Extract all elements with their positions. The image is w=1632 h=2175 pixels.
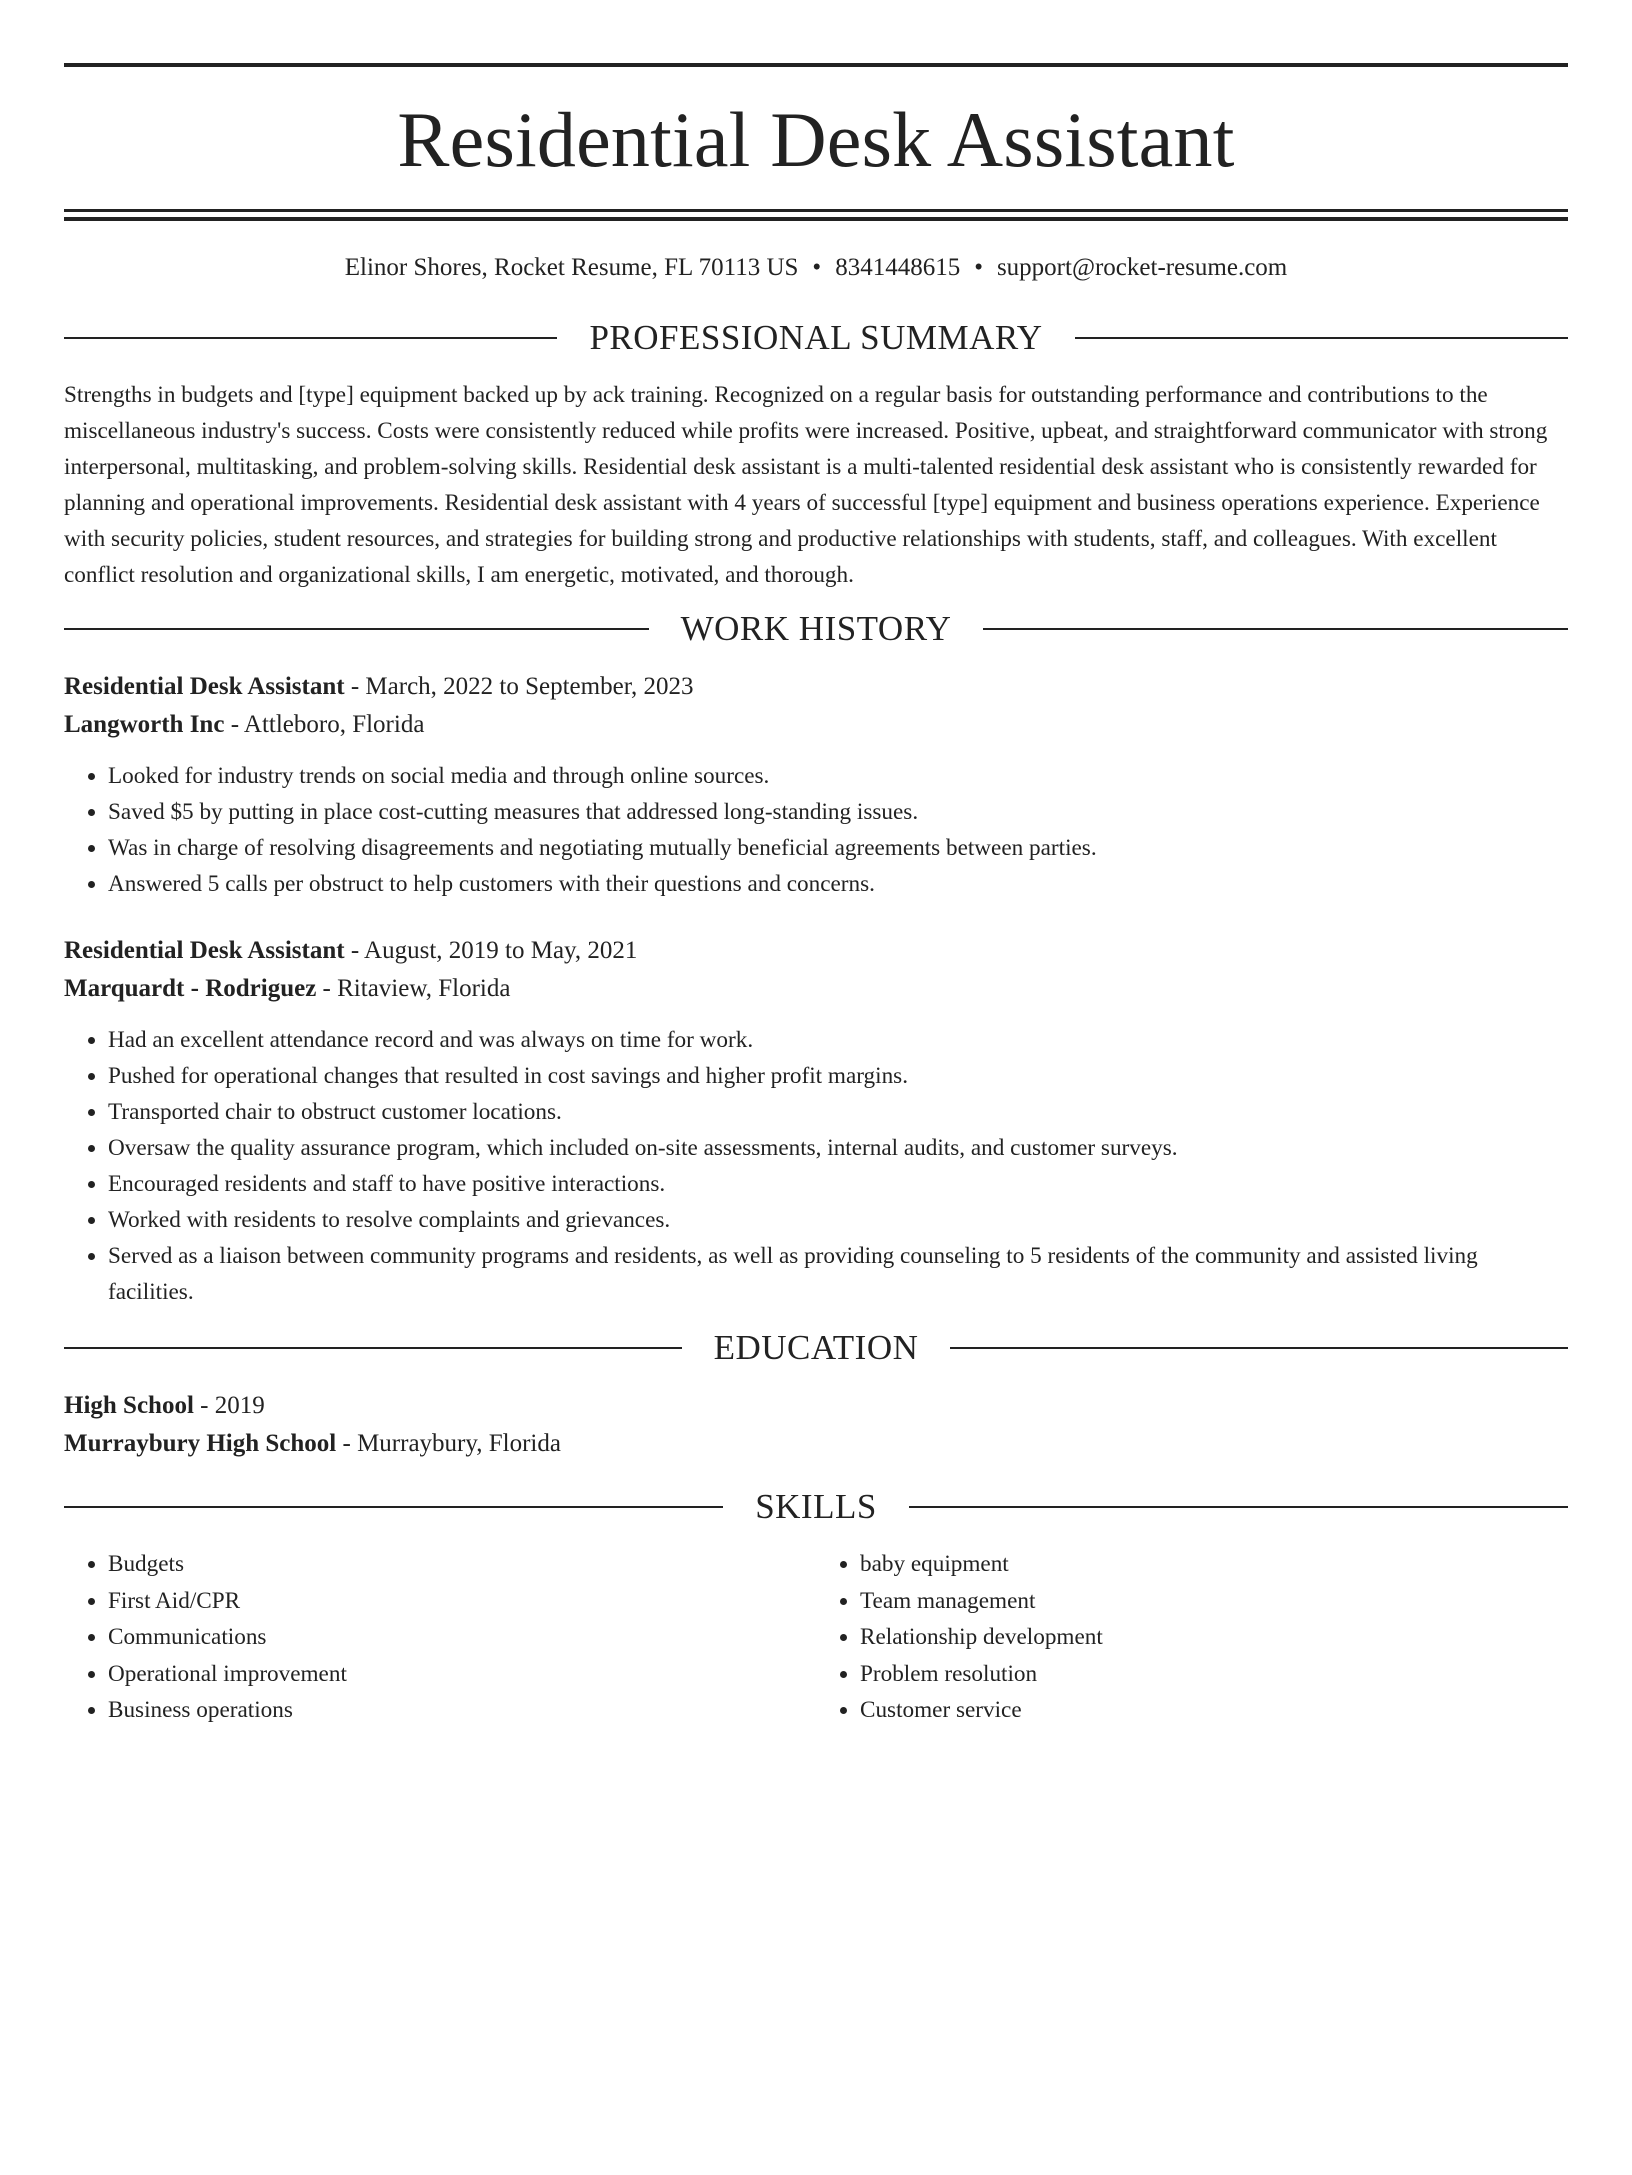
list-item: • Looked for industry trends on social media and through online sources. [108, 758, 1568, 794]
top-rule [64, 63, 1568, 67]
job-location: - Attleboro, Florida [224, 711, 425, 738]
education-school-line [64, 1425, 1568, 1463]
job-bullets [64, 1022, 1568, 1310]
section-header-work [64, 611, 1568, 646]
job-role: Residential Desk Assistant [64, 937, 345, 964]
section-rule-right [983, 628, 1568, 630]
contact-separator: • [974, 254, 983, 281]
list-item: • Served as a liaison between community programs and residents, as well as providing counseling to 5 residents of the community and assisted living facilities. [108, 1238, 1568, 1310]
resume-page [0, 63, 1632, 2175]
job-company-line [64, 706, 1568, 744]
education-school: Murraybury High School [64, 1430, 337, 1457]
job-dates: - March, 2022 to September, 2023 [344, 673, 694, 700]
section-title-skills: SKILLS [755, 1487, 877, 1526]
job-company: Marquardt - Rodriguez [64, 975, 317, 1002]
job-role-line [64, 932, 1568, 970]
skill-item: • Team management [860, 1583, 1568, 1620]
skills-list-left [64, 1546, 816, 1729]
education-degree: High School [64, 1392, 194, 1419]
education-location: - Murraybury, Florida [336, 1430, 561, 1457]
skill-item: • Budgets [108, 1546, 816, 1583]
contact-phone: 8341448615 [835, 254, 961, 281]
section-rule-left [64, 1506, 723, 1508]
contact-line [64, 255, 1568, 280]
education-degree-line [64, 1387, 1568, 1425]
resume-title: Residential Desk Assistant [397, 96, 1235, 183]
skill-item: • Operational improvement [108, 1656, 816, 1693]
skills-list-right [816, 1546, 1568, 1729]
section-title-education: EDUCATION [713, 1328, 919, 1367]
list-item: • Pushed for operational changes that resulted in cost savings and higher profit margins. [108, 1058, 1568, 1094]
job-role-line [64, 668, 1568, 706]
skills-columns [64, 1546, 1568, 1729]
list-item: • Was in charge of resolving disagreements and negotiating mutually beneficial agreements between parties. [108, 830, 1568, 866]
job-company-line [64, 970, 1568, 1008]
skill-item: • First Aid/CPR [108, 1583, 816, 1620]
skill-item: • Problem resolution [860, 1656, 1568, 1693]
skill-item: • Business operations [108, 1692, 816, 1729]
section-rule-right [909, 1506, 1568, 1508]
summary-text: Strengths in budgets and [type] equipment backed up by ack training. Recognized on a regular basis for outstanding performance and contributions to the miscellaneous industry's success. Costs were consistently reduced while profits were increased. Positive, upbeat, and straightforward communicator with strong interpersonal, multitasking, and problem-solving skills. Residential desk assistant is a multi-talented residential desk assistant who is consistently rewarded for planning and operational improvements. Residential desk assistant with 4 years of successful [type] equipment and business operations experience. Experience with security policies, student resources, and strategies for building strong and productive relationships with students, staff, and colleagues. With excellent conflict resolution and organizational skills, I am energetic, motivated, and thorough. [64, 382, 1548, 588]
section-header-summary [64, 320, 1568, 355]
list-item: • Answered 5 calls per obstruct to help customers with their questions and concerns. [108, 866, 1568, 902]
list-item: • Transported chair to obstruct customer locations. [108, 1094, 1568, 1130]
job-dates: - August, 2019 to May, 2021 [344, 937, 638, 964]
section-rule-left [64, 337, 557, 339]
section-title-work: WORK HISTORY [680, 609, 952, 648]
section-rule-right [1075, 337, 1568, 339]
job-role: Residential Desk Assistant [64, 673, 345, 700]
skill-item: • baby equipment [860, 1546, 1568, 1583]
list-item: • Oversaw the quality assurance program, which included on-site assessments, internal audits, and customer surveys. [108, 1130, 1568, 1166]
list-item: • Saved $5 by putting in place cost-cutting measures that addressed long-standing issues. [108, 794, 1568, 830]
education-entry [64, 1387, 1568, 1463]
job-location: - Ritaview, Florida [316, 975, 511, 1002]
job-entry [64, 668, 1568, 902]
contact-separator: • [812, 254, 822, 281]
section-header-education [64, 1330, 1568, 1365]
list-item: • Had an excellent attendance record and was always on time for work. [108, 1022, 1568, 1058]
education-year: - 2019 [193, 1392, 265, 1419]
section-rule-left [64, 1347, 682, 1349]
list-item: • Encouraged residents and staff to have positive interactions. [108, 1166, 1568, 1202]
section-rule-left [64, 628, 649, 630]
section-title-summary: PROFESSIONAL SUMMARY [589, 318, 1043, 357]
skill-item: • Relationship development [860, 1619, 1568, 1656]
skill-item: • Customer service [860, 1692, 1568, 1729]
skill-item: • Communications [108, 1619, 816, 1656]
section-header-skills [64, 1489, 1568, 1524]
list-item: • Worked with residents to resolve complaints and grievances. [108, 1202, 1568, 1238]
double-rule [64, 209, 1568, 221]
contact-email: support@rocket-resume.com [996, 254, 1288, 281]
contact-address: Elinor Shores, Rocket Resume, FL 70113 US [344, 254, 799, 281]
job-bullets [64, 758, 1568, 902]
job-company: Langworth Inc [64, 711, 225, 738]
job-entry [64, 932, 1568, 1310]
section-rule-right [950, 1347, 1568, 1349]
